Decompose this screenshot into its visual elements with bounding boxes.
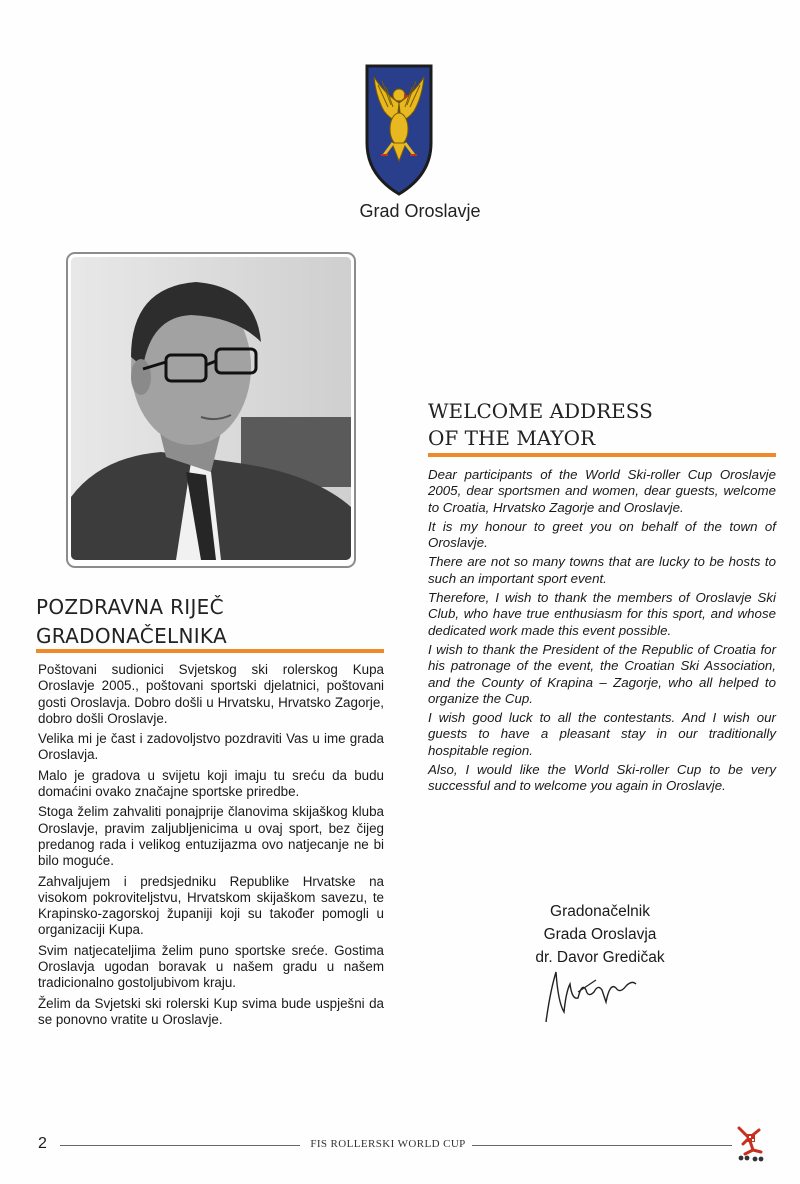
signature-name: dr. Davor Gredičak (535, 949, 665, 966)
city-name: Grad Oroslavje (359, 201, 481, 221)
english-title-line2: OF THE MAYOR (428, 426, 596, 450)
signature-organization: Grada Oroslavja (543, 926, 657, 943)
english-paragraph: Also, I would like the World Ski-roller Cup to be very successful and to welcome you again in Oroslavje. (428, 762, 776, 794)
skater-logo-icon (733, 1122, 769, 1162)
croatian-paragraph: Velika mi je čast i zadovoljstvo pozdraviti Vas u ime grada Oroslavja. (38, 731, 384, 763)
signature-title: Gradonačelnik (550, 903, 650, 920)
english-paragraph: Therefore, I wish to thank the members of Oroslavje Ski Club, who have true enthusiasm for this sport, and whose dedicated work made this event possible. (428, 590, 776, 638)
croatian-paragraph: Zahvaljujem i predsjedniku Republike Hrvatske na visokom pokroviteljstvu, Hrvatskom skijaškom savezu, te Krapinsko-zagorskoj županiji koji su također pomogli u organizaciji Kupa. (38, 873, 384, 938)
english-title (428, 398, 788, 452)
english-paragraph: Dear participants of the World Ski-roller Cup Oroslavje 2005, dear sportsmen and women, dear guests, welcome to Croatia, Hrvatsko Zagorje and Oroslavje. (428, 467, 776, 515)
mayor-portrait-photo (71, 257, 351, 560)
croatian-paragraph: Želim da Svjetski ski rolerski Kup svima bude uspješni da se ponovno vratite u Oroslavje. (38, 995, 384, 1027)
english-paragraph: It is my honour to greet you on behalf of the town of Oroslavje. (428, 518, 776, 551)
english-paragraph: I wish to thank the President of the Republic of Croatia for his patronage of the event, the Croatian Ski Association, and the County of Krapina – Zagorje, who all helped to organize the Cup. (428, 641, 776, 706)
english-paragraph: I wish good luck to all the contestants. And I wish our guests to have a pleasant stay in our traditionally hospitable region. (428, 710, 776, 758)
english-title-rule (428, 453, 776, 457)
croatian-paragraph: Stoga želim zahvaliti ponajprije članovima skijaškog kluba Oroslavje, pravim zaljubljenicima u ovaj sport, bez čijeg predanog rada i velikog entuzijazma ovo natjecanje ne bi bilo moguće. (38, 804, 384, 869)
croatian-body (38, 662, 384, 1032)
english-paragraph: There are not so many towns that are lucky to be hosts to such an important sport event. (428, 554, 776, 586)
english-body (428, 467, 776, 798)
signature-block (500, 900, 700, 969)
croatian-paragraph: Svim natjecateljima želim puno sportske sreće. Gostima Oroslavja ugodan boravak u našem gradu u našem tradicionalno gostoljubivom kraju. (38, 942, 384, 991)
footer-rule-left (60, 1145, 300, 1146)
page-number: 2 (38, 1135, 47, 1152)
croatian-paragraph: Malo je gradova u svijetu koji imaju tu sreću da budu domaćini ovako značajne sportske priredbe. (38, 767, 384, 800)
english-title-line1: WELCOME ADDRESS (428, 399, 653, 423)
eagle-coat-of-arms-icon (364, 63, 434, 197)
handwritten-signature (536, 962, 646, 1028)
footer-title: FIS ROLLERSKI WORLD CUP (310, 1138, 466, 1150)
croatian-title-line1: POZDRAVNA RIJEČ (36, 595, 224, 619)
croatian-paragraph: Poštovani sudionici Svjetskog ski rolerskog Kupa Oroslavje 2005., poštovani sportski djelatnici, poštovani gosti Oroslavja. Dobro došli u Hrvatsku, Hrvatsko Zagorje, dobro došli Oroslavje. (38, 662, 384, 726)
footer-rule-right (472, 1145, 732, 1146)
croatian-title-line2: GRADONAČELNIKA (36, 624, 227, 648)
croatian-title (36, 593, 396, 651)
croatian-title-rule (36, 649, 384, 653)
